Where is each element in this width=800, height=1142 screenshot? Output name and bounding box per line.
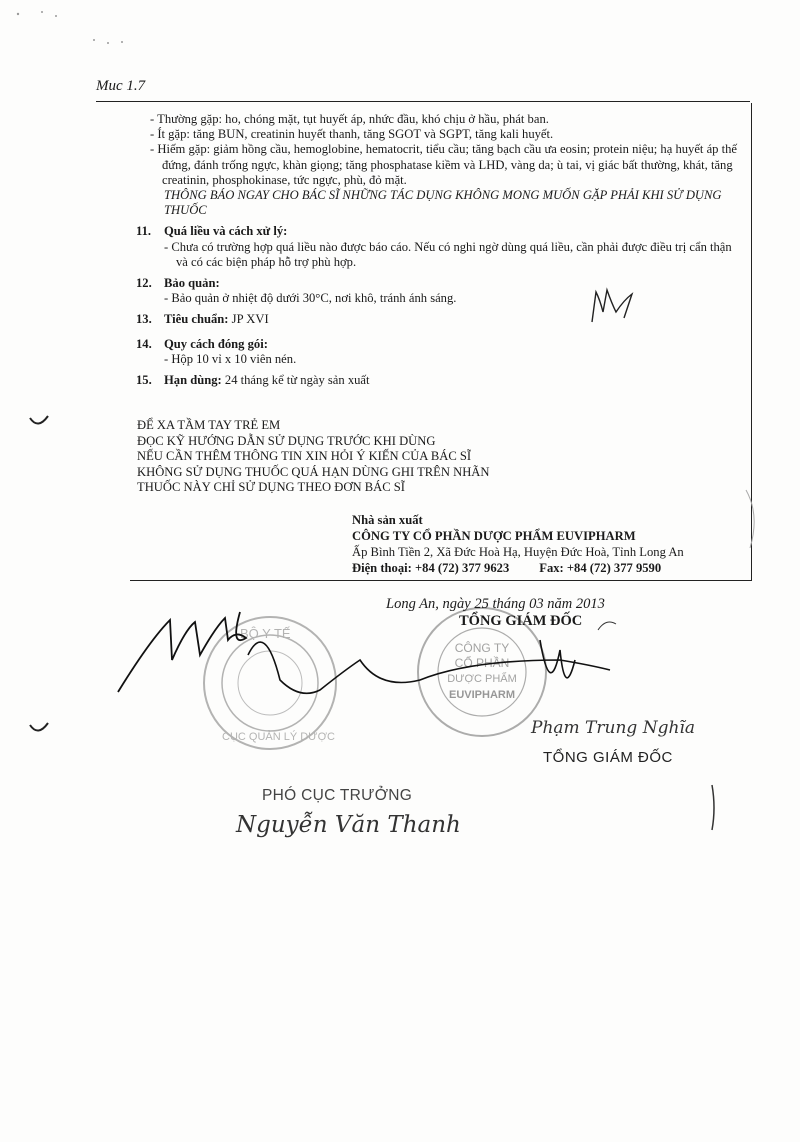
warning-line: NẾU CẦN THÊM THÔNG TIN XIN HỎI Ý KIẾN CỦA BÁC SĨ	[137, 449, 472, 464]
section-number: 13.	[136, 312, 152, 327]
manufacturer-phone: Điện thoại: +84 (72) 377 9623	[352, 561, 510, 575]
signing-date: Long An, ngày 25 tháng 03 năm 2013	[386, 596, 605, 612]
side-effect-common: - Thường gặp: ho, chóng mặt, tụt huyết áp, nhức đầu, khó chịu ở hầu, phát ban.	[150, 112, 549, 126]
section-title: Quá liều và cách xử lý:	[164, 224, 288, 239]
manufacturer-name: CÔNG TY CỔ PHẦN DƯỢC PHẨM EUVIPHARM	[352, 529, 636, 543]
section-body: - Bảo quản ở nhiệt độ dưới 30°C, nơi khô, tránh ánh sáng.	[164, 291, 457, 306]
svg-text:DƯỢC PHẨM: DƯỢC PHẨM	[447, 673, 517, 685]
director-title: TỔNG GIÁM ĐỐC	[459, 613, 583, 629]
section-title: Hạn dùng:	[164, 373, 222, 388]
deputy-signature-icon	[118, 612, 246, 692]
section-number: 15.	[136, 373, 152, 388]
binder-mark-icon	[30, 723, 48, 731]
section-body: - Hộp 10 vỉ x 10 viên nén.	[164, 351, 297, 366]
scan-specks	[17, 11, 123, 44]
initials-signature-icon	[592, 290, 632, 322]
warning-line: ĐỌC KỸ HƯỚNG DẪN SỬ DỤNG TRƯỚC KHI DÙNG	[137, 433, 436, 448]
section-title: Tiêu chuẩn:	[164, 312, 229, 327]
svg-text:CÔNG TY: CÔNG TY	[454, 641, 510, 655]
ministry-stamp-top-text: BỘ Y TẾ	[240, 626, 291, 641]
binder-mark-icon	[30, 416, 48, 424]
deputy-name: Nguyễn Văn Thanh	[236, 812, 461, 838]
section-value: 24 tháng kể từ ngày sản xuất	[221, 373, 370, 388]
warning-line: ĐỂ XA TẦM TAY TRẺ EM	[137, 418, 281, 432]
svg-text:EUVIPHARM: EUVIPHARM	[448, 689, 516, 701]
partial-stamp-icon	[746, 490, 754, 548]
manufacturer-label: Nhà sản xuất	[352, 513, 423, 527]
small-signature-icon	[598, 622, 616, 630]
section-body: - Chưa có trường hợp quá liều nào được báo cáo. Nếu có nghi ngờ dùng quá liều, cần phải được điều trị cẩn thận và có các biện pháp hỗ trợ phù hợp.	[164, 239, 732, 269]
svg-text:CỔ PHẦN: CỔ PHẦN	[454, 656, 510, 670]
side-effect-rare: - Hiếm gặp: giảm hồng cầu, hemoglobine, hematocrit, tiểu cầu; tăng bạch cầu ưa eosin; protein niệu; hạ huyết áp thế đứng, đánh trống ngực, khàn giọng; tăng phosphatase kiềm và LHD, vàng da; ù tai, vị giác bất thường, khát, tăng creatinin, phosphokinase, tức ngực, phù, đỏ mặt.	[150, 142, 738, 187]
ministry-stamp-bottom-text: CỤC QUẢN LÝ DƯỢC	[222, 731, 335, 743]
director-title-stamp: TỔNG GIÁM ĐỐC	[543, 749, 673, 766]
section-number: 12.	[136, 276, 152, 291]
deputy-title: PHÓ CỤC TRƯỞNG	[262, 787, 413, 804]
manufacturer-address: Ấp Bình Tiền 2, Xã Đức Hoà Hạ, Huyện Đức Hoà, Tỉnh Long An	[352, 545, 684, 559]
ministry-stamp	[204, 617, 336, 749]
warning-line: KHÔNG SỬ DỤNG THUỐC QUÁ HẠN DÙNG GHI TRÊN NHÃN	[137, 464, 490, 479]
side-effect-notice: THÔNG BÁO NGAY CHO BÁC SĨ NHỮNG TÁC DỤNG KHÔNG MONG MUỐN GẶP PHẢI KHI SỬ DỤNG THUỐC	[164, 188, 722, 218]
section-title: Bảo quản:	[164, 276, 220, 291]
section-number: 14.	[136, 336, 152, 351]
warning-line: THUỐC NÀY CHỈ SỬ DỤNG THEO ĐƠN BÁC SĨ	[137, 480, 405, 495]
section-value: JP XVI	[228, 312, 269, 327]
side-effect-uncommon: - Ít gặp: tăng BUN, creatinin huyết thanh, tăng SGOT và SGPT, tăng kali huyết.	[150, 127, 554, 142]
section-number: 11.	[136, 224, 152, 239]
edge-mark-icon	[712, 785, 714, 830]
director-name: Phạm Trung Nghĩa	[531, 718, 695, 738]
manufacturer-fax: Fax: +84 (72) 377 9590	[539, 561, 662, 575]
section-title: Quy cách đóng gói:	[164, 336, 268, 351]
section-label: Muc 1.7	[96, 78, 146, 94]
